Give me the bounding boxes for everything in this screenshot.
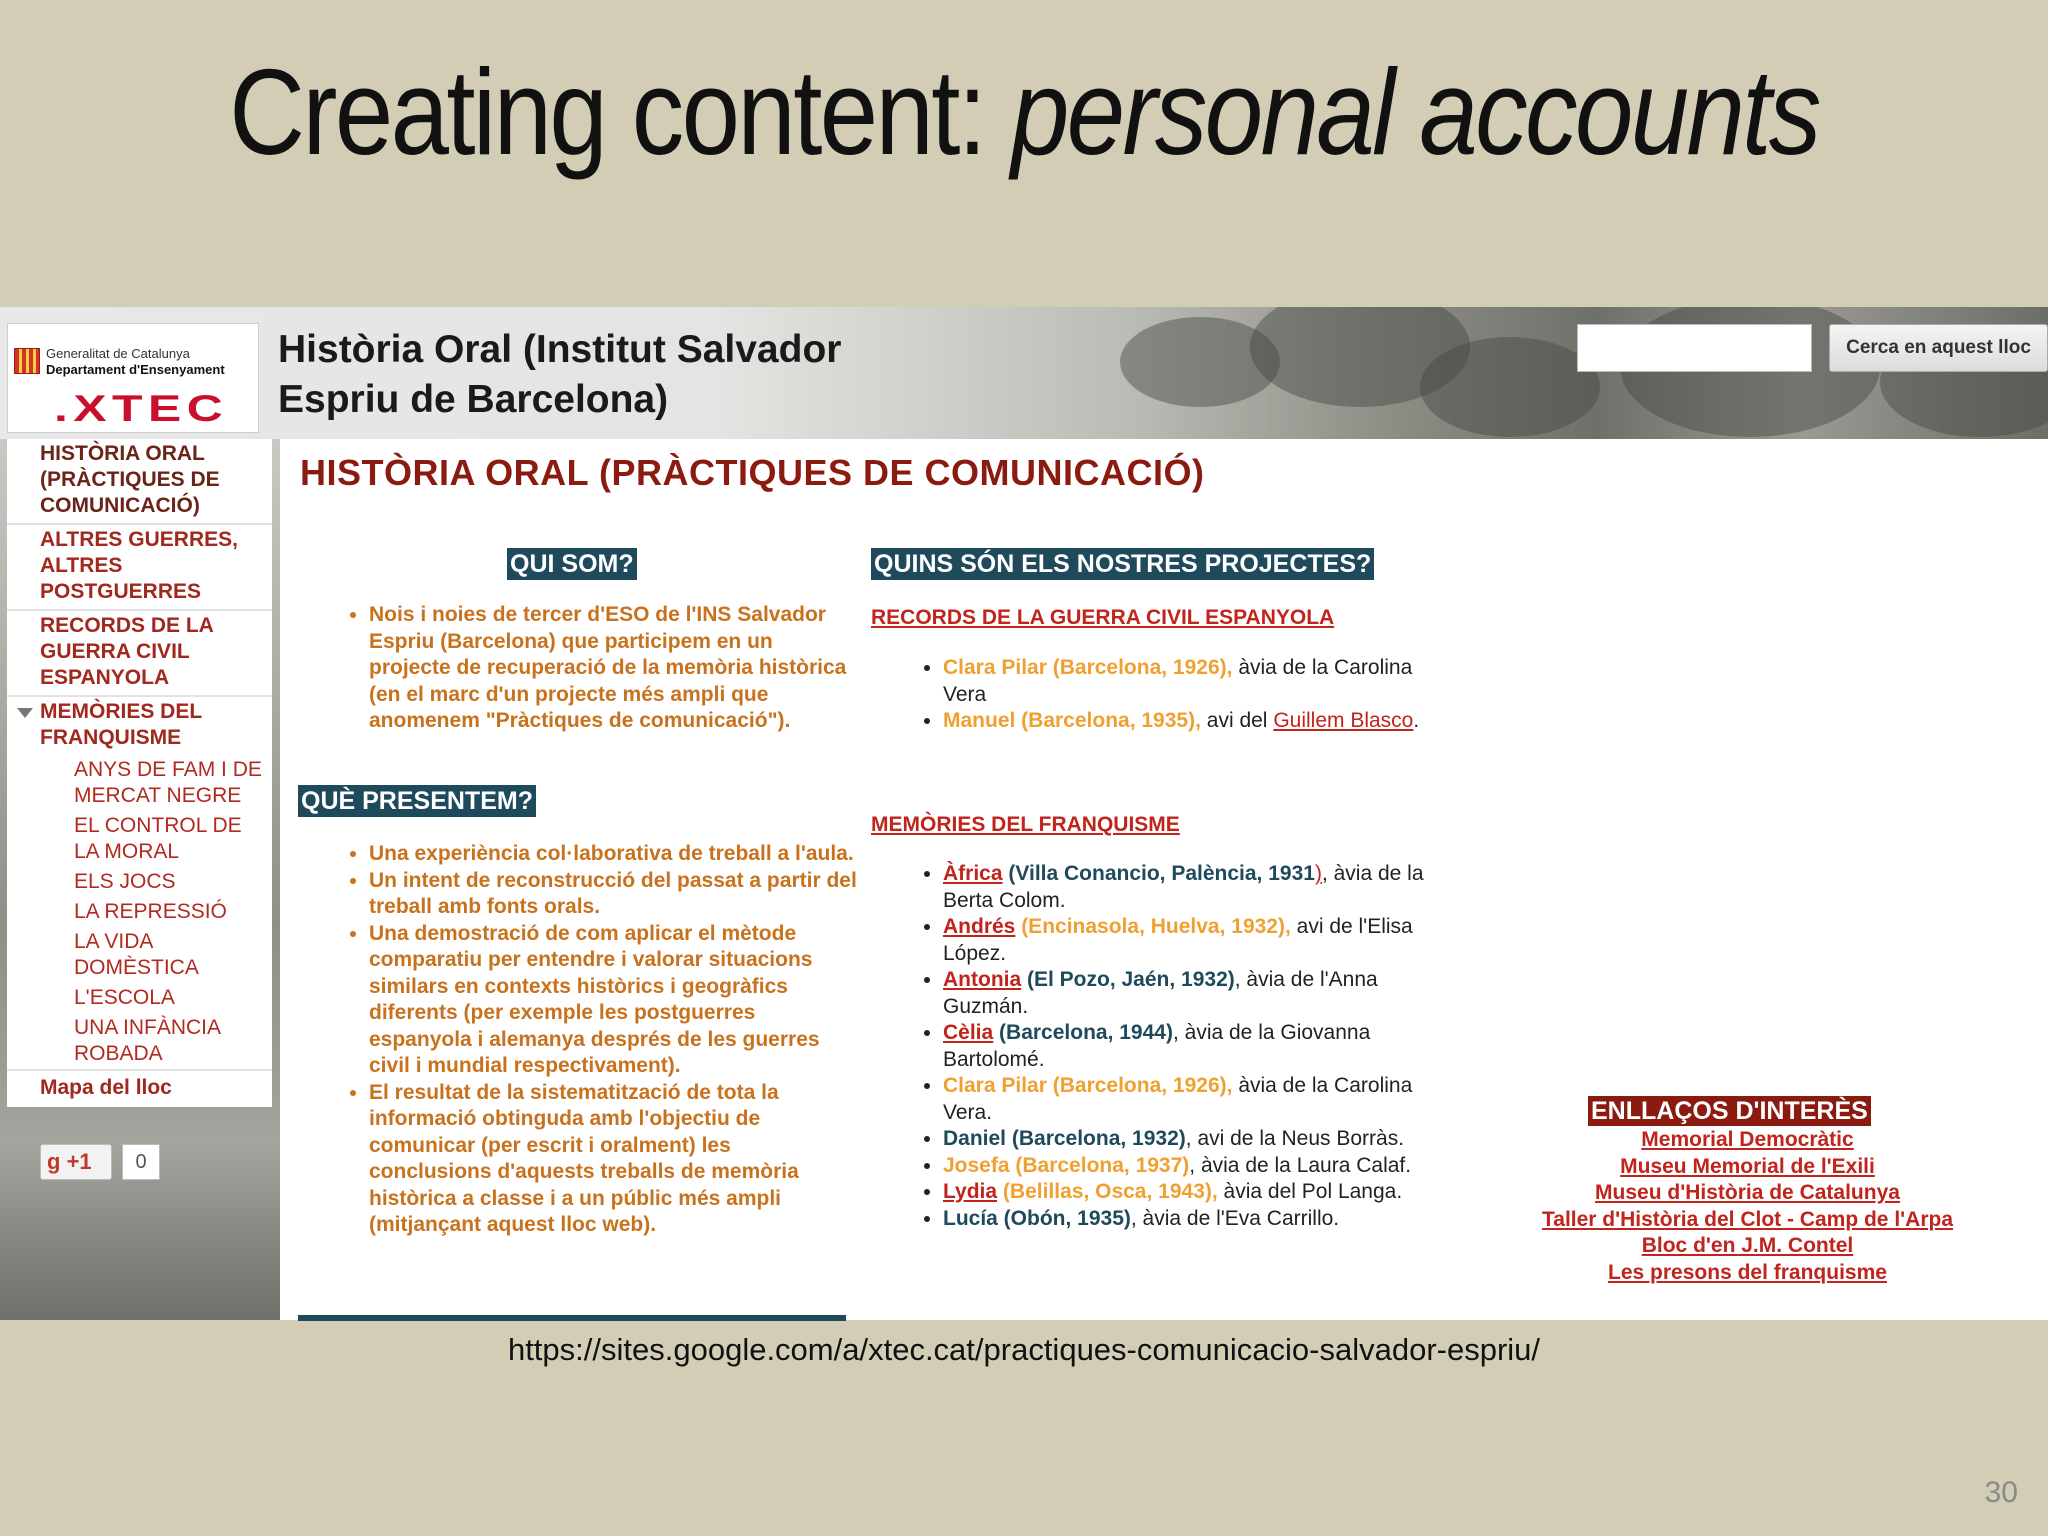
student-link[interactable]: Guillem Blasco [1273,709,1414,732]
sidebar-item-records-guerra-civil[interactable] [7,611,272,697]
relation-text: , àvia de l'Eva Carrillo. [1130,1206,1340,1230]
person-info: (Encinasola, Huelva, 1932), [1015,915,1291,938]
relation-text: , àvia de l'Anna Guzmán. [943,968,1378,1018]
relation-end: . [1413,709,1420,732]
person-info-close: ) [1314,862,1322,885]
sidebar-item-label: POSTGUERRES [40,580,202,603]
person-info: (El Pozo, Jaén, 1932) [1021,968,1235,991]
sidebar-item-label: ALTRES GUERRES, [40,528,238,551]
sidebar-subitem-label: L'ESCOLA [74,986,175,1009]
sidebar-item-label: COMUNICACIÓ) [40,494,200,517]
relation-text: àvia del Pol Langa. [1217,1180,1403,1203]
sidebar-subitem-label: ELS JOCS [74,870,176,893]
list-item: • Una demostració de com aplicar el mètode comparatiu per entendre i valorar situacions similars en contexts històrics i geogràfics diferents (per exemple les postguerres espanyola i alemanya després de les guerres civil i mundial respectivament). [369,921,858,1080]
external-link[interactable]: Bloc d'en J.M. Contel [1641,1234,1854,1257]
slide-title-italic: personal accounts [1011,44,1819,180]
relation-text: àvia de la Carolina Vera [943,656,1413,706]
list-item [943,1073,1431,1126]
sidebar-subitem-label: EL CONTROL DE [74,814,242,837]
person-link[interactable]: Àfrica [943,862,1003,885]
sidebar-item-site-map[interactable]: Mapa del lloc [7,1069,272,1107]
sidebar-subitem-repressio[interactable] [7,897,272,927]
sidebar-subitem-infancia-robada[interactable] [7,1013,272,1069]
qui-som-list [338,602,858,735]
relation-text: , àvia de la Giovanna Bartolomé. [943,1021,1371,1071]
list-item [943,914,1431,967]
generalitat-emblem-icon [14,348,40,374]
source-url: https://sites.google.com/a/xtec.cat/practiques-comunicacio-salvador-espriu/ [507,1332,1541,1367]
sidebar-item-label: MEMÒRIES DEL [40,700,203,723]
page-title: HISTÒRIA ORAL (PRÀCTIQUES DE COMUNICACIÓ) [300,452,1205,493]
cutoff-section-bar [298,1315,846,1321]
relation-text: avi de l'Elisa López. [943,915,1413,965]
external-link[interactable]: Taller d'Història del Clot - Camp de l'Arpa [1542,1207,1953,1231]
sidebar-subitem-label: LA VIDA [74,930,154,953]
list-item [943,1126,1431,1153]
relation-text: àvia de la Carolina Vera. [943,1074,1413,1124]
memories-list [871,861,1431,1232]
sidebar-subitem-label: LA REPRESSIÓ [74,900,227,923]
sidebar-subitem-label: DOMÈSTICA [74,956,199,979]
site-title-line2: Espriu de Barcelona) [278,378,669,421]
sidebar-subitem-anys-de-fam[interactable] [7,755,272,811]
sidebar-item-label: ALTRES [40,554,123,577]
site-title-line1: Història Oral (Institut Salvador [278,328,842,371]
sidebar-item-label: FRANQUISME [40,726,182,749]
list-item [943,708,1431,735]
sidebar-item-memories-franquisme[interactable] [7,697,272,755]
sidebar-subitem-jocs[interactable] [7,867,272,897]
sidebar-item-label: GUERRA CIVIL [40,640,190,663]
site-title[interactable] [278,325,978,425]
sidebar-subitem-label: ROBADA [74,1042,163,1065]
person-name: Clara Pilar (Barcelona, 1926), [943,656,1233,679]
xtec-logo[interactable] [7,323,259,433]
sidebar-subitem-label: LA MORAL [74,840,180,863]
list-item [943,861,1431,914]
sidebar-subitem-label: ANYS DE FAM I DE [74,758,262,781]
expand-triangle-icon[interactable] [17,708,33,718]
logo-department-text: Departament d'Ensenyament [46,362,225,377]
relation-text: avi del [1200,709,1274,732]
links-of-interest-title: ENLLAÇOS D'INTERÈS [1588,1096,1871,1126]
person-info: (Villa Conancio, Palència, 1931 [1002,862,1315,885]
list-item: • Un intent de reconstrucció del passat a partir del treball amb fonts orals. [369,868,858,921]
list-item [943,1020,1431,1073]
records-list [871,655,1431,735]
list-item [943,1179,1431,1206]
gplus-count: 0 [122,1144,160,1180]
sidebar-item-label: RECORDS DE LA [40,614,214,637]
que-presentem-list [338,841,858,1239]
google-plus-icon: g [47,1149,61,1174]
person-link[interactable]: Andrés [943,915,1016,938]
search-button[interactable]: Cerca en aquest lloc [1829,324,2048,372]
person-name: Clara Pilar (Barcelona, 1926), [943,1074,1233,1097]
slide-page-number: 30 [1984,1476,2018,1509]
list-item: • Una experiència col·laborativa de treball a l'aula. [369,841,858,868]
list-item [943,1153,1431,1180]
slide-title [143,42,1904,182]
sidebar-subitem-escola[interactable] [7,983,272,1013]
sidebar-item-label: ESPANYOLA [40,666,170,689]
person-link[interactable]: Antonia [943,968,1022,991]
sidebar-item-label: HISTÒRIA ORAL [40,442,205,465]
list-item: • Nois i noies de tercer d'ESO de l'INS Salvador Espriu (Barcelona) que participem en un projecte de recuperació de la memòria històrica (en el marc d'un projecte més ampli que anomenem "Pràctiques de comunicació"). [369,602,858,735]
person-link[interactable]: Cèlia [943,1021,994,1044]
person-name: Lucía (Obón, 1935) [943,1206,1131,1230]
memories-franquisme-link[interactable]: MEMÒRIES DEL FRANQUISME [871,813,1180,836]
sidebar-subitem-label: UNA INFÀNCIA [74,1016,222,1039]
sidebar-nav [7,439,272,1107]
sidebar-subitem-label: MERCAT NEGRE [74,784,242,807]
google-plus-one-button[interactable] [40,1144,112,1180]
sidebar-item-label: (PRÀCTIQUES DE [40,468,220,491]
links-of-interest-list [1500,1127,1995,1286]
logo-xtec-text: .XTEC [54,388,229,429]
external-link[interactable]: Museu d'Història de Catalunya [1595,1181,1900,1204]
person-info-close: ) [1178,1127,1186,1150]
logo-gencat-text: Generalitat de Catalunya [46,346,190,361]
slide-title-plain: Creating content: [229,44,1012,180]
external-link[interactable]: Museu Memorial de l'Exili [1620,1154,1875,1178]
person-name: Josefa (Barcelona, 1937) [943,1153,1190,1177]
person-name: Manuel (Barcelona, 1935), [943,709,1201,732]
list-item [943,967,1431,1020]
gplus-label: +1 [66,1149,92,1174]
relation-text: , avi de la Neus Borràs. [1185,1127,1405,1150]
sidebar-item-altres-guerres[interactable] [7,525,272,611]
person-name: Daniel (Barcelona, 1932 [943,1127,1179,1150]
section-qui-som-title: QUI SOM? [507,548,637,580]
search-input[interactable] [1577,324,1812,372]
sidebar-subitem-vida-domestica[interactable] [7,927,272,983]
person-info: (Belillas, Osca, 1943), [997,1180,1218,1203]
person-link[interactable]: Lydia [943,1180,998,1203]
external-link[interactable]: Memorial Democràtic [1641,1128,1854,1151]
external-link[interactable]: Les presons del franquisme [1608,1260,1887,1284]
relation-text: , àvia de la Laura Calaf. [1189,1153,1412,1177]
list-item [943,1206,1431,1233]
section-projectes-title: QUINS SÓN ELS NOSTRES PROJECTES? [871,548,1374,580]
person-info: (Barcelona, 1944) [993,1021,1173,1044]
relation-text: , àvia de la Berta Colom. [943,862,1424,912]
sidebar-subitem-control-moral[interactable] [7,811,272,867]
list-item [943,655,1431,708]
sidebar-item-historia-oral[interactable] [7,439,272,525]
records-guerra-civil-link[interactable]: RECORDS DE LA GUERRA CIVIL ESPANYOLA [871,606,1335,629]
section-que-presentem-title: QUÈ PRESENTEM? [298,785,536,817]
list-item: • El resultat de la sistematització de tota la informació obtinguda amb l'objectiu de comunicar (per escrit i oralment) les conclusions d'aquests treballs de memòria històrica a classe i a un públic més ampli (mitjançant aquest lloc web). [369,1080,858,1239]
site-banner [0,307,2048,439]
